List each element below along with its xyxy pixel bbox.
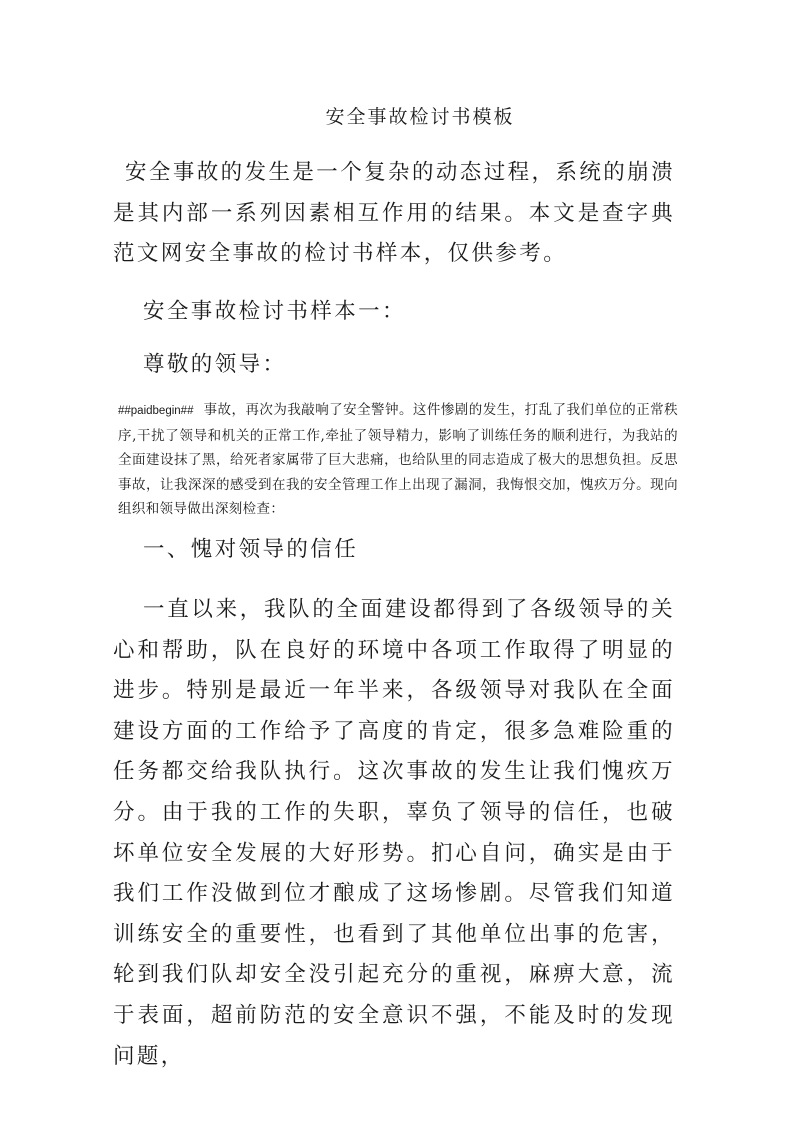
document-title: 安全事故检讨书模板 (325, 106, 515, 128)
small-print-text: 事故，再次为我敲响了安全警钟。这件惨剧的发生，打乱了我们单位的正常秩序,干扰了领导和机关的正常工作,牵扯了领导精力，影响了训练任务的顺利进行，为我站的全面建设抹了黑，给死者家属带了巨大悲痛，也给队里的同志造成了极大的思想负担。反思事故，让我深深的感受到在我的安全管理工作上出现了漏洞，我悔恨交加，愧疚万分。现向组织和领导做出深刻检查： (118, 402, 678, 517)
salutation: 尊敬的领导： (143, 352, 287, 377)
sample-heading: 安全事故检讨书样本一： (143, 299, 406, 324)
paid-begin-marker: ##paidbegin## (118, 405, 194, 417)
intro-paragraph: 安全事故的发生是一个复杂的动态过程，系统的崩溃是其内部一系列因素相互作用的结果。本文是查字典范文网安全事故的检讨书样本，仅供参考。 (113, 160, 675, 266)
small-print-paragraph (118, 398, 678, 522)
section-1-heading: 一、愧对领导的信任 (143, 537, 359, 562)
section-1-body: 一直以来，我队的全面建设都得到了各级领导的关心和帮助，队在良好的环境中各项工作取得了明显的进步。特别是最近一年半来，各级领导对我队在全面建设方面的工作给予了高度的肯定，很多急难险重的任务都交给我队执行。这次事故的发生让我们愧疚万分。由于我的工作的失职，辜负了领导的信任，也破坏单位安全发展的大好形势。扪心自问，确实是由于我们工作没做到位才酿成了这场惨剧。尽管我们知道训练安全的重要性，也看到了其他单位出事的危害，轮到我们队却安全没引起充分的重视，麻痹大意，流于表面，超前防范的安全意识不强，不能及时的发现问题， (113, 597, 675, 1069)
